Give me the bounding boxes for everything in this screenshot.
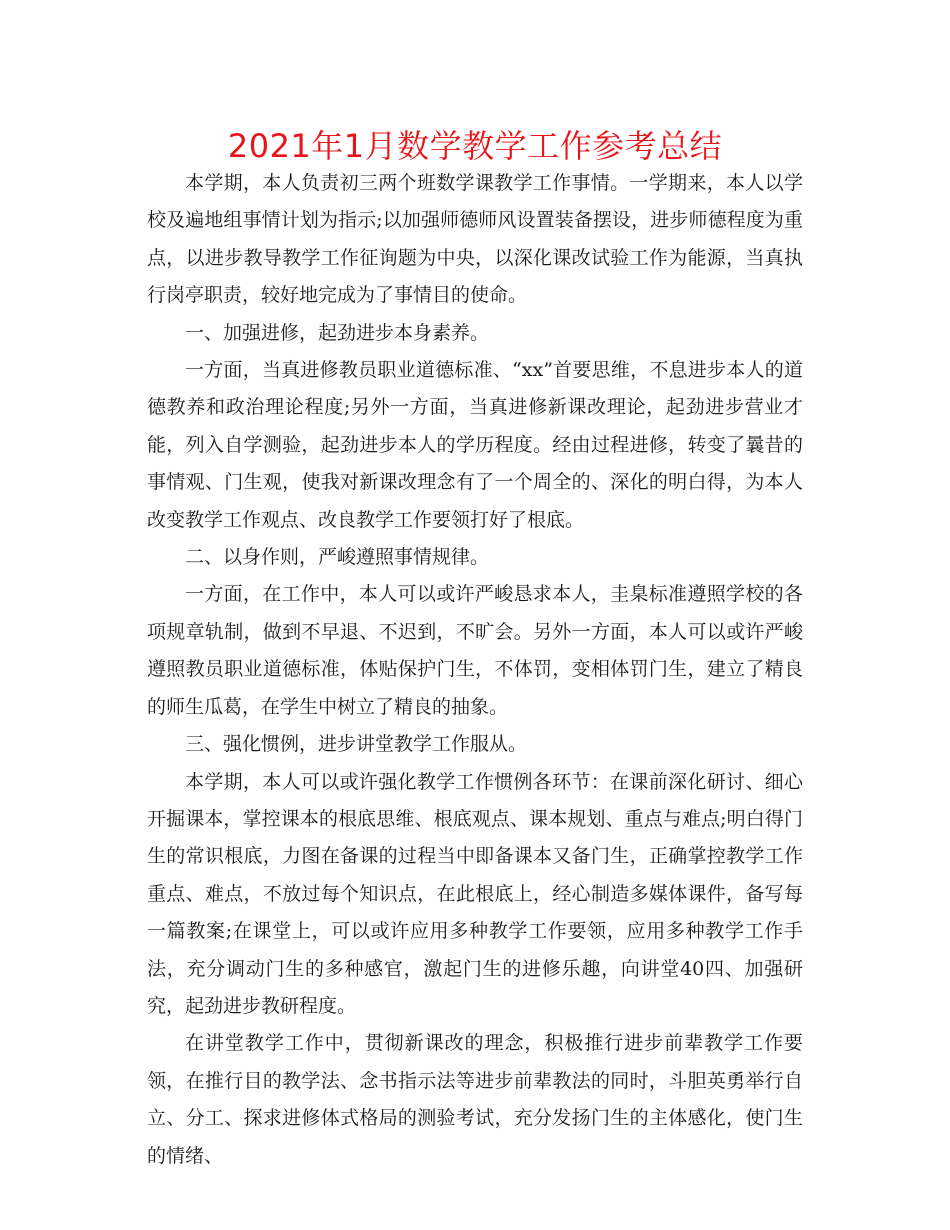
section-heading-3: 三、强化惯例，进步讲堂教学工作服从。	[185, 733, 528, 756]
section-heading-2: 二、以身作则，严峻遵照事情规律。	[185, 546, 490, 569]
paragraph-section-1: 一方面，当真进修教员职业道德标准、“xx”首要思维，不息进步本人的道德教养和政治理论程度;另外一方面，当真进修新课改理论，起劲进步营业才能，列入自学测验，起劲进步本人的学历程度。经由过程进修，转变了曩昔的事情观、门生观，使我对新课改理念有了一个周全的、深化的明白得，为本人改变教学工作观点、改良教学工作要领打好了根底。	[147, 359, 803, 531]
paragraph-section-3-continued: 在讲堂教学工作中，贯彻新课改的理念，积极推行进步前辈教学工作要领，在推行目的教学法、念书指示法等进步前辈教法的同时，斗胆英勇举行自立、分工、探求进修体式格局的测验考试，充分发扬门生的主体感化，使门生的情绪、	[147, 1032, 803, 1167]
document-body	[147, 165, 803, 1175]
paragraph-section-3: 本学期，本人可以或许强化教学工作惯例各环节：在课前深化研讨、细心开掘课本，掌控课本的根底思维、根底观点、课本规划、重点与难点;明白得门生的常识根底，力图在备课的过程当中即备课本又备门生，正确掌控教学工作重点、难点，不放过每个知识点，在此根底上，经心制造多媒体课件，备写每一篇教案;在课堂上，可以或许应用多种教学工作要领，应用多种教学工作手法，充分调动门生的多种感官，激起门生的进修乐趣，向讲堂40四、加强研究，起劲进步教研程度。	[147, 770, 803, 1017]
paragraph-section-2: 一方面，在工作中，本人可以或许严峻恳求本人，圭臬标准遵照学校的各项规章轨制，做到不早退、不迟到，不旷会。另外一方面，本人可以或许严峻遵照教员职业道德标准，体贴保护门生，不体罚，变相体罚门生，建立了精良的师生瓜葛，在学生中树立了精良的抽象。	[147, 583, 803, 718]
section-heading-1: 一、加强进修，起劲进步本身素养。	[185, 321, 490, 344]
document-title: 2021年1月数学教学工作参考总结	[227, 127, 723, 165]
paragraph-intro: 本学期，本人负责初三两个班数学课教学工作事情。一学期来，本人以学校及遍地组事情计划为指示;以加强师德师风设置装备摆设，进步师德程度为重点，以进步教导教学工作征询题为中央，以深化课改试验工作为能源，当真执行岗亭职责，较好地完成为了事情目的使命。	[147, 172, 803, 307]
